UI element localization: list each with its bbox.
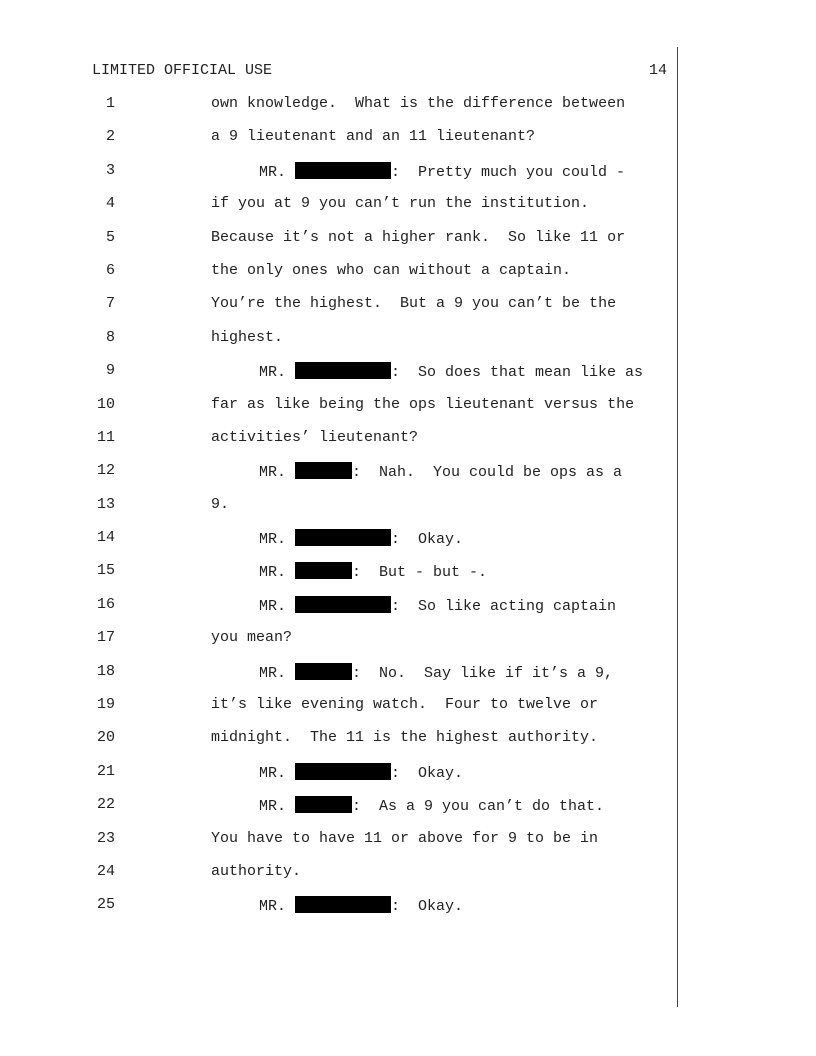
line-text: You’re the highest. But a 9 you can’t be the bbox=[211, 295, 617, 313]
speaker-line bbox=[259, 562, 487, 582]
speaker-line bbox=[259, 529, 463, 549]
transcript-line bbox=[0, 562, 816, 595]
line-text: activities’ lieutenant? bbox=[211, 428, 419, 446]
transcript-line bbox=[0, 329, 816, 362]
speech-text: : No. Say like if it’s a 9, bbox=[352, 664, 614, 682]
speaker-line bbox=[259, 462, 622, 482]
transcript-lines bbox=[0, 95, 816, 930]
line-number: 16 bbox=[96, 595, 115, 613]
line-text: 9. bbox=[211, 495, 230, 513]
redacted-name-block bbox=[295, 896, 391, 913]
transcript-line bbox=[0, 262, 816, 295]
speech-text: : So like acting captain bbox=[391, 597, 617, 615]
redacted-name-block bbox=[295, 462, 352, 479]
speech-text: : Okay. bbox=[391, 764, 464, 782]
transcript-line bbox=[0, 629, 816, 662]
speaker-title: MR. bbox=[259, 564, 296, 582]
speech-text: : But - but -. bbox=[352, 564, 488, 582]
line-text: Because it’s not a higher rank. So like 11 or bbox=[211, 228, 626, 246]
line-text: you mean? bbox=[211, 629, 293, 647]
line-text: You have to have 11 or above for 9 to be in bbox=[211, 829, 599, 847]
transcript-line bbox=[0, 496, 816, 529]
classification-header: LIMITED OFFICIAL USE bbox=[92, 62, 273, 79]
redacted-name-block bbox=[295, 562, 352, 579]
line-number: 1 bbox=[105, 95, 115, 112]
redacted-name-block bbox=[295, 763, 391, 780]
line-number: 7 bbox=[105, 295, 115, 313]
line-number: 22 bbox=[96, 796, 115, 814]
speaker-title: MR. bbox=[259, 898, 296, 916]
transcript-line bbox=[0, 462, 816, 495]
speaker-title: MR. bbox=[259, 798, 296, 816]
line-text: a 9 lieutenant and an 11 lieutenant? bbox=[211, 128, 536, 146]
speech-text: : So does that mean like as bbox=[391, 364, 644, 382]
speech-text: : Nah. You could be ops as a bbox=[352, 464, 623, 482]
speech-text: : As a 9 you can’t do that. bbox=[352, 798, 605, 816]
transcript-line bbox=[0, 796, 816, 829]
line-text: if you at 9 you can’t run the institution. bbox=[211, 195, 590, 213]
redacted-name-block bbox=[295, 529, 391, 546]
transcript-line bbox=[0, 696, 816, 729]
transcript-line bbox=[0, 295, 816, 328]
line-number: 2 bbox=[105, 128, 115, 146]
line-number: 20 bbox=[96, 729, 115, 747]
transcript-line bbox=[0, 195, 816, 228]
speaker-line bbox=[259, 362, 643, 382]
redacted-name-block bbox=[295, 796, 352, 813]
line-number: 19 bbox=[96, 696, 115, 714]
line-number: 9 bbox=[105, 362, 115, 380]
line-number: 23 bbox=[96, 829, 115, 847]
line-text: highest. bbox=[211, 328, 284, 346]
speaker-line bbox=[259, 596, 616, 616]
line-text: authority. bbox=[211, 862, 302, 880]
speech-text: : Okay. bbox=[391, 898, 464, 916]
speaker-title: MR. bbox=[259, 597, 296, 615]
transcript-line bbox=[0, 429, 816, 462]
line-text: far as like being the ops lieutenant versus the bbox=[211, 395, 635, 413]
speaker-title: MR. bbox=[259, 531, 296, 549]
transcript-line bbox=[0, 729, 816, 762]
line-number: 18 bbox=[96, 662, 115, 680]
transcript-line bbox=[0, 396, 816, 429]
line-number: 11 bbox=[96, 428, 115, 446]
redacted-name-block bbox=[295, 362, 391, 379]
line-number: 21 bbox=[96, 762, 115, 780]
redacted-name-block bbox=[295, 596, 391, 613]
transcript-line bbox=[0, 763, 816, 796]
transcript-line bbox=[0, 863, 816, 896]
speech-text: : Okay. bbox=[391, 531, 464, 549]
line-number: 12 bbox=[96, 462, 115, 480]
speech-text: : Pretty much you could - bbox=[391, 163, 626, 181]
line-number: 3 bbox=[105, 161, 115, 179]
transcript-line bbox=[0, 95, 816, 128]
line-text: it’s like evening watch. Four to twelve or bbox=[211, 696, 599, 714]
line-text: the only ones who can without a captain. bbox=[211, 261, 572, 279]
transcript-line bbox=[0, 663, 816, 696]
line-number: 15 bbox=[96, 562, 115, 580]
speaker-line bbox=[259, 763, 463, 783]
speaker-title: MR. bbox=[259, 664, 296, 682]
speaker-line bbox=[259, 663, 613, 683]
speaker-title: MR. bbox=[259, 764, 296, 782]
line-number: 4 bbox=[105, 195, 115, 213]
line-number: 8 bbox=[105, 328, 115, 346]
speaker-line bbox=[259, 896, 463, 916]
transcript-line bbox=[0, 830, 816, 863]
line-number: 10 bbox=[96, 395, 115, 413]
line-text: midnight. The 11 is the highest authority. bbox=[211, 729, 599, 747]
line-number: 13 bbox=[96, 495, 115, 513]
transcript-line bbox=[0, 529, 816, 562]
transcript-line bbox=[0, 128, 816, 161]
line-number: 5 bbox=[105, 228, 115, 246]
line-text: own knowledge. What is the difference between bbox=[211, 95, 626, 112]
speaker-line bbox=[259, 162, 625, 182]
transcript-line bbox=[0, 596, 816, 629]
line-number: 24 bbox=[96, 862, 115, 880]
redacted-name-block bbox=[295, 162, 391, 179]
line-number: 14 bbox=[96, 529, 115, 547]
transcript-line bbox=[0, 229, 816, 262]
redacted-name-block bbox=[295, 663, 352, 680]
line-number: 17 bbox=[96, 629, 115, 647]
speaker-title: MR. bbox=[259, 364, 296, 382]
speaker-line bbox=[259, 796, 604, 816]
speaker-title: MR. bbox=[259, 163, 296, 181]
line-number: 25 bbox=[96, 896, 115, 914]
page-number: 14 bbox=[648, 62, 667, 79]
transcript-line bbox=[0, 896, 816, 929]
transcript-line bbox=[0, 362, 816, 395]
speaker-title: MR. bbox=[259, 464, 296, 482]
line-number: 6 bbox=[105, 261, 115, 279]
transcript-line bbox=[0, 162, 816, 195]
